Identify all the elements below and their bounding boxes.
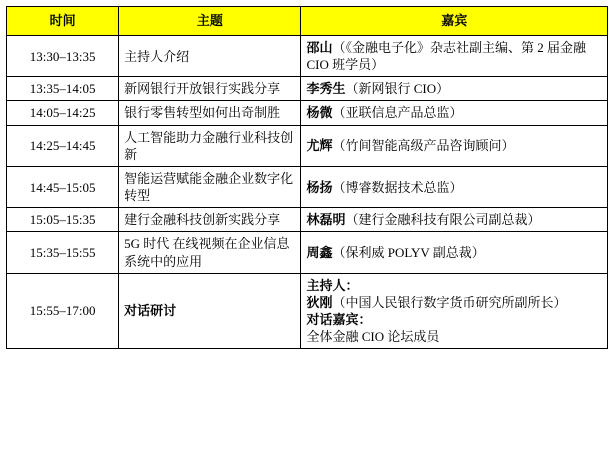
- guest-affiliation: （竹间智能高级产品咨询顾问）: [332, 138, 515, 154]
- table-row: [7, 101, 608, 125]
- panel-guests-text: 全体金融 CIO 论坛成员: [306, 329, 440, 345]
- guest-name: 杨扬: [306, 179, 333, 195]
- cell-topic: 智能运营赋能金融企业数字化转型: [119, 166, 301, 207]
- guest-affiliation: （《金融电子化》杂志社副主编、第 2 届金融 CIO 班学员）: [306, 40, 586, 73]
- cell-guest: [301, 101, 608, 125]
- panel-host-line: [306, 294, 602, 311]
- cell-topic: 主持人介绍: [119, 36, 301, 77]
- table-row-panel: [7, 273, 608, 349]
- table-row: [7, 125, 608, 166]
- cell-time: 13:30–13:35: [7, 36, 119, 77]
- cell-guest: [301, 77, 608, 101]
- panel-host-affiliation: （中国人民银行数字货币研究所副所长）: [332, 294, 567, 310]
- table-row: [7, 36, 608, 77]
- agenda-table: [6, 6, 608, 349]
- cell-topic: 新网银行开放银行实践分享: [119, 77, 301, 101]
- guest-name: 邵山: [306, 40, 333, 55]
- guest-name: 周鑫: [306, 244, 333, 260]
- guest-name: 林磊明: [306, 212, 346, 228]
- column-header-guest: 嘉宾: [301, 7, 608, 36]
- cell-topic: 银行零售转型如何出奇制胜: [119, 101, 301, 125]
- guest-name: 杨微: [306, 105, 333, 121]
- cell-time: 15:55–17:00: [7, 273, 119, 349]
- cell-topic: 建行金融科技创新实践分享: [119, 208, 301, 232]
- guest-name: 李秀生: [306, 81, 346, 97]
- table-row: [7, 208, 608, 232]
- cell-topic: 对话研讨: [119, 273, 301, 349]
- header-row: [7, 7, 608, 36]
- column-header-time: 时间: [7, 7, 119, 36]
- table-row: [7, 77, 608, 101]
- panel-host-name: 狄刚: [306, 294, 333, 310]
- guest-affiliation: （新网银行 CIO）: [345, 81, 450, 97]
- table-row: [7, 232, 608, 273]
- guest-affiliation: （建行金融科技有限公司副总裁）: [345, 212, 541, 228]
- table-body: [7, 36, 608, 349]
- guest-affiliation: （保利威 POLYV 副总裁）: [332, 244, 485, 260]
- guest-affiliation: （博睿数据技术总监）: [332, 179, 463, 195]
- guest-name: 尤辉: [306, 138, 333, 154]
- cell-guest: [301, 232, 608, 273]
- panel-guests-label: 对话嘉宾：: [306, 312, 372, 328]
- column-header-topic: 主题: [119, 7, 301, 36]
- cell-guest: [301, 125, 608, 166]
- table-row: [7, 166, 608, 207]
- cell-time: 14:45–15:05: [7, 166, 119, 207]
- panel-host-label: 主持人：: [306, 277, 359, 293]
- cell-time: 14:25–14:45: [7, 125, 119, 166]
- cell-guest: [301, 36, 608, 77]
- cell-time: 13:35–14:05: [7, 77, 119, 101]
- table-header: [7, 7, 608, 36]
- cell-time: 14:05–14:25: [7, 101, 119, 125]
- cell-guest: [301, 208, 608, 232]
- cell-time: 15:35–15:55: [7, 232, 119, 273]
- cell-guest: [301, 166, 608, 207]
- cell-topic: 人工智能助力金融行业科技创新: [119, 125, 301, 166]
- guest-affiliation: （亚联信息产品总监）: [332, 105, 463, 121]
- cell-time: 15:05–15:35: [7, 208, 119, 232]
- cell-guest-panel: [301, 273, 608, 349]
- cell-topic: 5G 时代 在线视频在企业信息系统中的应用: [119, 232, 301, 273]
